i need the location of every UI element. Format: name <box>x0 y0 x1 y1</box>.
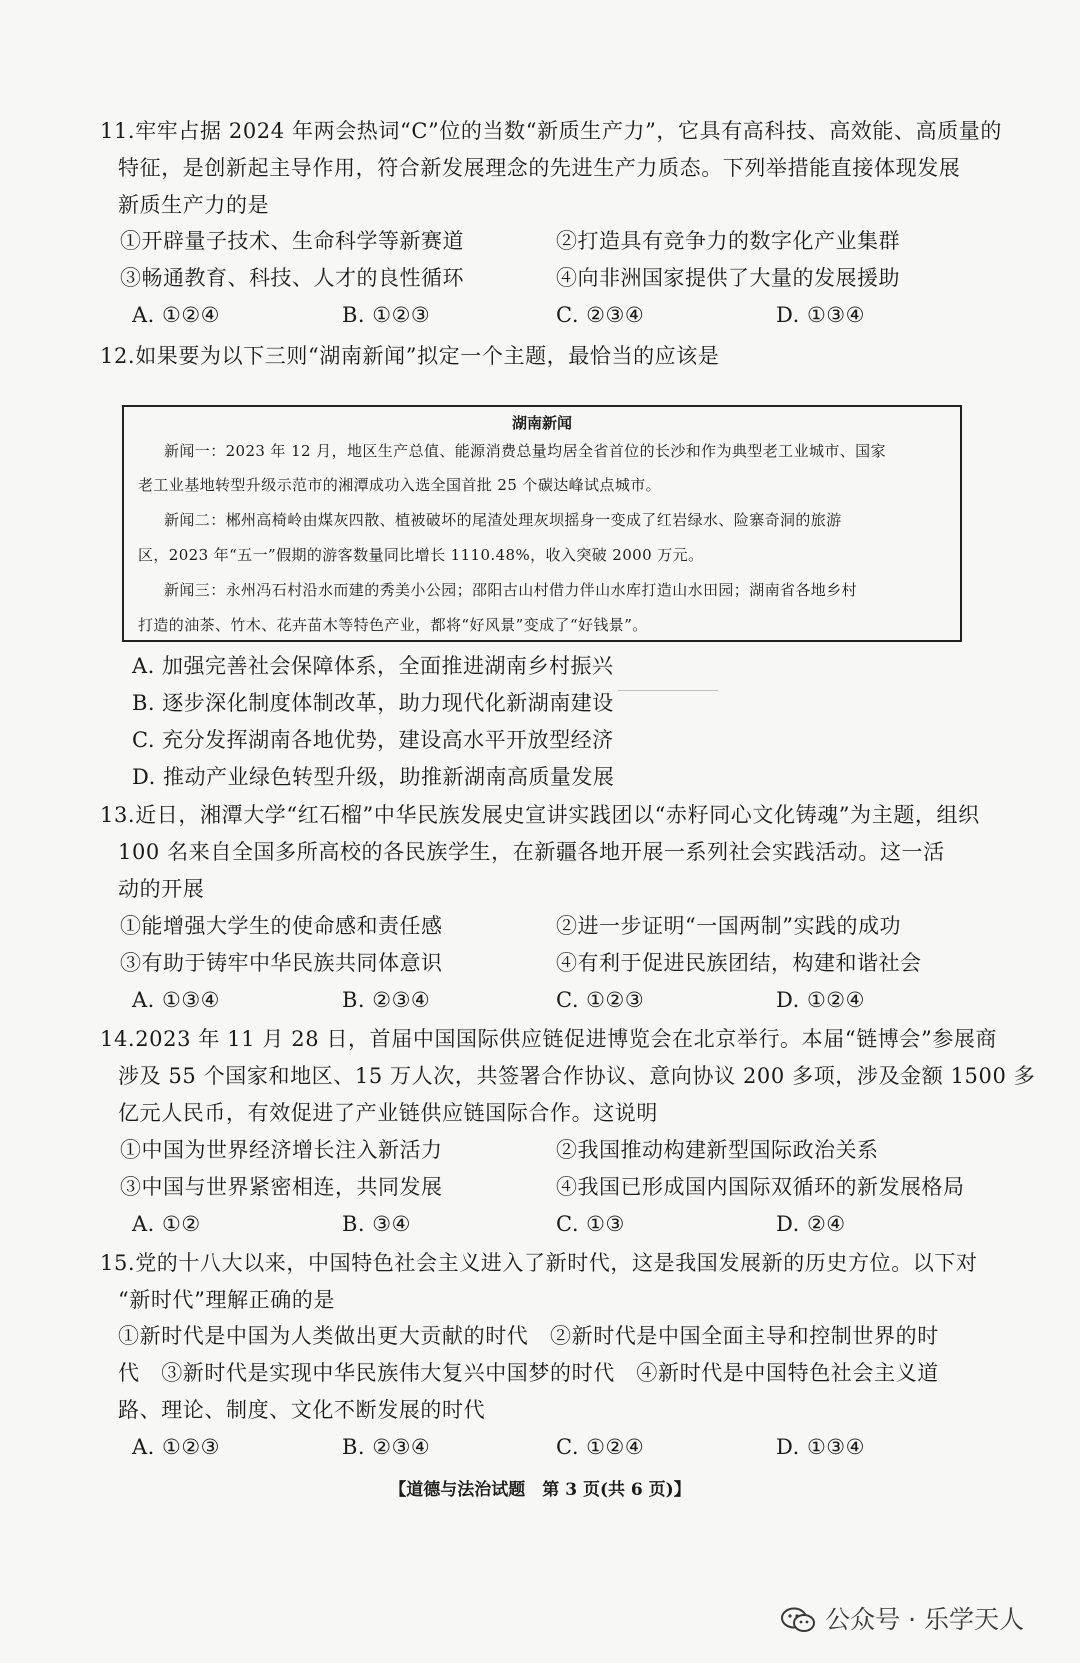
q14-choice-d[interactable]: D. ②④ <box>776 1212 846 1236</box>
q13-item-1: ①能增强大学生的使命感和责任感 <box>120 914 443 938</box>
q11-stem-line-2: 特征，是创新起主导作用，符合新发展理念的先进生产力质态。下列举措能直接体现发展 <box>118 156 961 180</box>
q12-choice-c[interactable]: C. 充分发挥湖南各地优势，建设高水平开放型经济 <box>132 728 614 752</box>
q13-stem-line-3: 动的开展 <box>118 877 205 901</box>
news-line-6: 打造的油茶、竹木、花卉苗木等特色产业，都将“好风景”变成了“好钱景”。 <box>138 616 648 634</box>
pencil-mark <box>618 690 718 694</box>
q11-choice-a[interactable]: A. ①②④ <box>132 303 220 327</box>
news-box-title: 湖南新闻 <box>511 414 572 432</box>
q14-stem-line-1: 14.2023 年 11 月 28 日，首届中国国际供应链促进博览会在北京举行。本届“链博会”参展商 <box>100 1027 998 1051</box>
q14-choice-b[interactable]: B. ③④ <box>342 1212 411 1236</box>
q15-stem-line-5: 路、理论、制度、文化不断发展的时代 <box>118 1398 486 1422</box>
q12-choice-b[interactable]: B. 逐步深化制度体制改革，助力现代化新湖南建设 <box>132 691 614 715</box>
q14-item-4: ④我国已形成国内国际双循环的新发展格局 <box>556 1175 965 1199</box>
watermark-text: 公众号 · 乐学天人 <box>825 1605 1024 1634</box>
q12-choice-a[interactable]: A. 加强完善社会保障体系，全面推进湖南乡村振兴 <box>132 654 614 678</box>
q14-stem-line-2: 涉及 55 个国家和地区、15 万人次，共签署合作协议、意向协议 200 多项，涉及金额 1500 多 <box>118 1064 1036 1088</box>
q13-item-2: ②进一步证明“一国两制”实践的成功 <box>556 914 901 938</box>
wechat-icon <box>781 1607 815 1633</box>
q15-stem-line-1: 15.党的十八大以来，中国特色社会主义进入了新时代，这是我国发展新的历史方位。以下对 <box>100 1251 978 1275</box>
q15-stem-line-3: ①新时代是中国为人类做出更大贡献的时代 ②新时代是中国全面主导和控制世界的时 <box>118 1324 939 1348</box>
q14-item-1: ①中国为世界经济增长注入新活力 <box>120 1138 443 1162</box>
page-footer: 【道德与法治试题 第 3 页(共 6 页)】 <box>389 1480 691 1500</box>
news-line-5: 新闻三：永州冯石村沿水而建的秀美小公园；邵阳古山村借力伴山水库打造山水田园；湖南省各地乡村 <box>164 581 858 599</box>
q14-choice-c[interactable]: C. ①③ <box>556 1212 625 1236</box>
q13-item-3: ③有助于铸牢中华民族共同体意识 <box>120 951 443 975</box>
q15-choice-d[interactable]: D. ①③④ <box>776 1435 865 1459</box>
watermark <box>781 1604 1024 1636</box>
q11-item-2: ②打造具有竞争力的数字化产业集群 <box>556 229 900 253</box>
q12-choice-d[interactable]: D. 推动产业绿色转型升级，助推新湖南高质量发展 <box>132 765 615 789</box>
q11-item-4: ④向非洲国家提供了大量的发展援助 <box>556 266 900 290</box>
q13-stem-line-2: 100 名来自全国多所高校的各民族学生，在新疆各地开展一系列社会实践活动。这一活 <box>118 840 945 864</box>
news-line-2: 老工业基地转型升级示范市的湘潭成功入选全国首批 25 个碳达峰试点城市。 <box>138 476 662 494</box>
hunan-news-box <box>122 405 962 642</box>
q11-choice-c[interactable]: C. ②③④ <box>556 303 645 327</box>
q11-stem-line-1: 11.牢牢占据 2024 年两会热词“C”位的当数“新质生产力”，它具有高科技、高效能、高质量的 <box>100 119 1002 143</box>
q13-choice-b[interactable]: B. ②③④ <box>342 988 431 1012</box>
q14-stem-line-3: 亿元人民币，有效促进了产业链供应链国际合作。这说明 <box>118 1101 658 1125</box>
q13-choice-d[interactable]: D. ①②④ <box>776 988 865 1012</box>
q15-choice-b[interactable]: B. ②③④ <box>342 1435 431 1459</box>
q13-stem-line-1: 13.近日，湘潭大学“红石榴”中华民族发展史宣讲实践团以“赤籽同心文化铸魂”为主题，组织 <box>100 803 980 827</box>
news-line-4: 区，2023 年“五一”假期的游客数量同比增长 1110.48%，收入突破 2000 万元。 <box>138 546 704 564</box>
q11-item-3: ③畅通教育、科技、人才的良性循环 <box>120 266 464 290</box>
news-line-1: 新闻一：2023 年 12 月，地区生产总值、能源消费总量均居全省首位的长沙和作为典型老工业城市、国家 <box>164 442 886 460</box>
q15-choice-c[interactable]: C. ①②④ <box>556 1435 645 1459</box>
q11-stem-line-3: 新质生产力的是 <box>118 193 270 217</box>
q14-item-2: ②我国推动构建新型国际政治关系 <box>556 1138 879 1162</box>
q15-choice-a[interactable]: A. ①②③ <box>132 1435 220 1459</box>
news-line-3: 新闻二：郴州高椅岭由煤灰四散、植被破坏的尾渣处理灰坝摇身一变成了红岩绿水、险寨奇洞的旅游 <box>164 511 842 529</box>
q13-choice-a[interactable]: A. ①③④ <box>132 988 220 1012</box>
q11-choice-d[interactable]: D. ①③④ <box>776 303 865 327</box>
q15-stem-line-2: “新时代”理解正确的是 <box>118 1288 336 1312</box>
q11-choice-b[interactable]: B. ①②③ <box>342 303 431 327</box>
q12-stem-line-1: 12.如果要为以下三则“湖南新闻”拟定一个主题，最恰当的应该是 <box>100 344 720 368</box>
q13-item-4: ④有利于促进民族团结，构建和谐社会 <box>556 951 922 975</box>
q14-choice-a[interactable]: A. ①② <box>132 1212 201 1236</box>
q14-item-3: ③中国与世界紧密相连，共同发展 <box>120 1175 443 1199</box>
q13-choice-c[interactable]: C. ①②③ <box>556 988 645 1012</box>
q11-item-1: ①开辟量子技术、生命科学等新赛道 <box>120 229 464 253</box>
q15-stem-line-4: 代 ③新时代是实现中华民族伟大复兴中国梦的时代 ④新时代是中国特色社会主义道 <box>118 1361 939 1385</box>
